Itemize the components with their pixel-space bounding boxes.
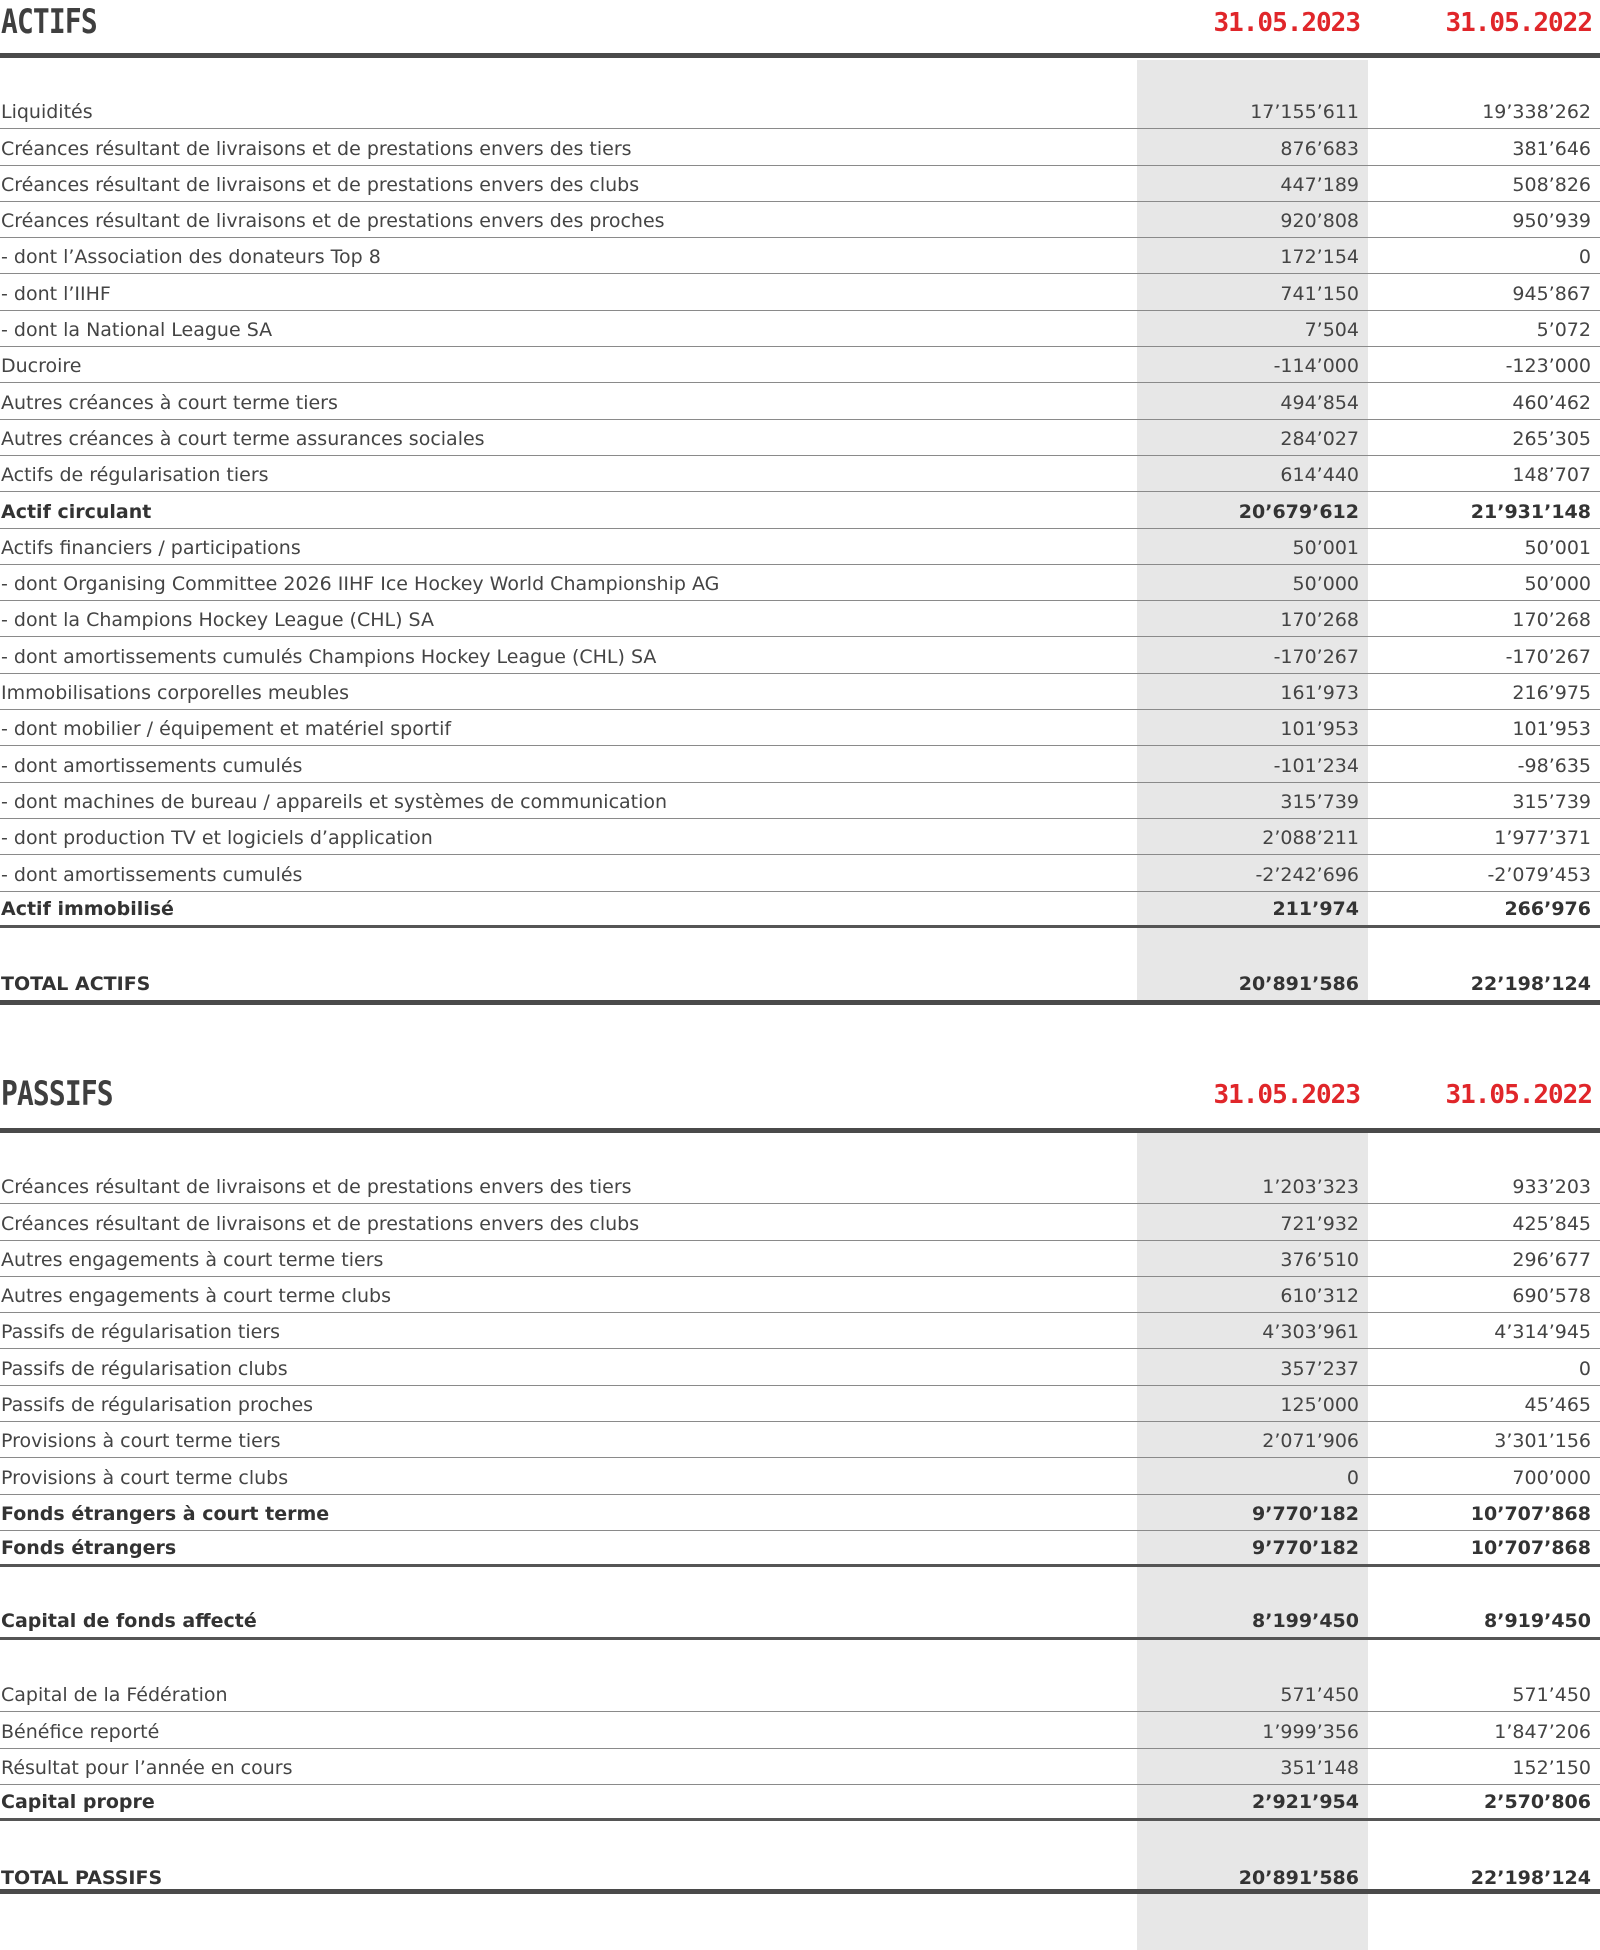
value-2022: 50’001	[1524, 536, 1591, 559]
value-2023: 721’932	[1280, 1212, 1359, 1235]
value-2022: 381’646	[1512, 137, 1591, 160]
passifs-rows	[0, 1168, 1600, 1894]
row-label: Capital de fonds affecté	[1, 1609, 257, 1632]
row-label: - dont amortissements cumulés	[1, 863, 303, 886]
passifs-header-rule	[0, 1128, 1600, 1133]
value-2022: 22’198’124	[1470, 1866, 1591, 1889]
value-2022: 101’953	[1512, 718, 1591, 741]
value-2022: -98’635	[1517, 754, 1591, 777]
spacer-row	[0, 1567, 1600, 1603]
actifs-total-rule	[0, 1000, 1600, 1005]
value-2022: 4’314’945	[1494, 1321, 1591, 1344]
table-row	[0, 129, 1600, 165]
row-label: - dont l’Association des donateurs Top 8	[1, 246, 381, 269]
table-row	[0, 1386, 1600, 1422]
value-2023: 610’312	[1280, 1285, 1359, 1308]
table-row	[0, 1241, 1600, 1277]
table-row	[0, 166, 1600, 202]
subtotal-row	[0, 892, 1600, 928]
value-2022: 50’000	[1524, 573, 1591, 596]
table-row	[0, 1204, 1600, 1240]
subtotal-row	[0, 1785, 1600, 1821]
row-label: - dont machines de bureau / appareils et systèmes de communication	[1, 790, 668, 813]
table-row	[0, 420, 1600, 456]
subtotal-row	[0, 1531, 1600, 1567]
table-row	[0, 456, 1600, 492]
row-label: Bénéfice reporté	[1, 1720, 160, 1743]
row-label: - dont la National League SA	[1, 319, 273, 342]
subtotal-row	[0, 1495, 1600, 1531]
row-label: - dont la Champions Hockey League (CHL) SA	[1, 609, 434, 632]
value-2023: 125’000	[1280, 1394, 1359, 1417]
table-row	[0, 202, 1600, 238]
value-2023: 1’203’323	[1262, 1176, 1359, 1199]
value-2023: -170’267	[1273, 645, 1359, 668]
value-2023: 571’450	[1280, 1684, 1359, 1707]
value-2023: -101’234	[1273, 754, 1359, 777]
value-2022: 1’847’206	[1494, 1720, 1591, 1743]
value-2023: 2’071’906	[1262, 1430, 1359, 1453]
actifs-date-2022: 31.05.2022	[1445, 8, 1592, 38]
value-2022: 690’578	[1512, 1285, 1591, 1308]
value-2023: 876’683	[1280, 137, 1359, 160]
actifs-header	[0, 0, 1600, 48]
row-label: Créances résultant de livraisons et de prestations envers des clubs	[1, 1212, 640, 1235]
table-row	[0, 1313, 1600, 1349]
table-row	[0, 601, 1600, 637]
table-row	[0, 383, 1600, 419]
value-2022: 1’977’371	[1494, 827, 1591, 850]
row-label: Fonds étrangers	[1, 1537, 177, 1560]
value-2022: 45’465	[1524, 1394, 1591, 1417]
value-2022: 170’268	[1512, 609, 1591, 632]
table-row	[0, 855, 1600, 891]
value-2023: 2’088’211	[1262, 827, 1359, 850]
value-2023: 376’510	[1280, 1248, 1359, 1271]
value-2022: 950’939	[1512, 210, 1591, 233]
table-row	[0, 1422, 1600, 1458]
table-row	[0, 746, 1600, 782]
passifs-total-rule	[0, 1889, 1600, 1894]
row-label: Actif immobilisé	[1, 897, 174, 920]
row-label: TOTAL PASSIFS	[1, 1866, 163, 1889]
value-2023: -114’000	[1273, 355, 1359, 378]
value-2023: 614’440	[1280, 464, 1359, 487]
value-2023: 50’001	[1292, 536, 1359, 559]
value-2023: 494’854	[1280, 391, 1359, 414]
row-label: Autres créances à court terme assurances sociales	[1, 427, 485, 450]
value-2022: 315’739	[1512, 790, 1591, 813]
value-2023: 0	[1346, 1466, 1359, 1489]
value-2022: 2’570’806	[1484, 1791, 1591, 1814]
row-label: Provisions à court terme tiers	[1, 1430, 281, 1453]
table-row	[0, 529, 1600, 565]
value-2023: 211’974	[1272, 897, 1359, 920]
row-label: Passifs de régularisation proches	[1, 1394, 314, 1417]
value-2023: 2’921’954	[1252, 1791, 1359, 1814]
row-label: Autres créances à court terme tiers	[1, 391, 338, 414]
table-row	[0, 238, 1600, 274]
value-2022: 148’707	[1512, 464, 1591, 487]
actifs-date-2023: 31.05.2023	[1213, 8, 1360, 38]
table-row	[0, 1349, 1600, 1385]
value-2022: 266’976	[1504, 897, 1591, 920]
value-2022: 22’198’124	[1470, 973, 1591, 996]
table-row	[0, 710, 1600, 746]
row-label: Résultat pour l’année en cours	[1, 1757, 293, 1780]
actifs-header-rule	[0, 53, 1600, 58]
value-2022: 571’450	[1512, 1684, 1591, 1707]
row-label: - dont amortissements cumulés	[1, 754, 303, 777]
value-2022: 508’826	[1512, 173, 1591, 196]
value-2022: -2’079’453	[1487, 863, 1591, 886]
passifs-date-2022: 31.05.2022	[1445, 1080, 1592, 1110]
row-label: Capital propre	[1, 1791, 155, 1814]
table-row	[0, 311, 1600, 347]
row-label: Ducroire	[1, 355, 82, 378]
table-row	[0, 274, 1600, 310]
passifs-section	[0, 1072, 1600, 1897]
value-2022: 19’338’262	[1482, 101, 1591, 124]
row-label: Créances résultant de livraisons et de prestations envers des tiers	[1, 137, 632, 160]
table-row	[0, 565, 1600, 601]
row-label: Actif circulant	[1, 500, 152, 523]
actifs-total-row	[0, 964, 1600, 1000]
value-2023: 447’189	[1280, 173, 1359, 196]
value-2023: 172’154	[1280, 246, 1359, 269]
value-2023: 9’770’182	[1252, 1537, 1359, 1560]
value-2022: 425’845	[1512, 1212, 1591, 1235]
passifs-title: PASSIFS	[1, 1074, 113, 1114]
value-2022: 21’931’148	[1470, 500, 1591, 523]
passifs-header	[0, 1072, 1600, 1120]
value-2023: 20’891’586	[1238, 973, 1359, 996]
value-2022: 3’301’156	[1494, 1430, 1591, 1453]
value-2023: 161’973	[1280, 682, 1359, 705]
value-2023: 1’999’356	[1262, 1720, 1359, 1743]
row-label: Capital de la Fédération	[1, 1684, 228, 1707]
value-2023: 50’000	[1292, 573, 1359, 596]
value-2022: 933’203	[1512, 1176, 1591, 1199]
value-2023: 101’953	[1280, 718, 1359, 741]
row-label: - dont Organising Committee 2026 IIHF Ice Hockey World Championship AG	[1, 573, 720, 596]
actifs-rows	[0, 93, 1600, 1000]
row-label: Liquidités	[1, 101, 93, 124]
value-2023: -2’242’696	[1255, 863, 1359, 886]
value-2023: 284’027	[1280, 427, 1359, 450]
value-2023: 920’808	[1280, 210, 1359, 233]
table-row	[0, 783, 1600, 819]
table-row	[0, 1749, 1600, 1785]
table-row	[0, 1168, 1600, 1204]
value-2023: 20’891’586	[1238, 1866, 1359, 1889]
value-2022: 0	[1578, 1357, 1591, 1380]
value-2023: 741’150	[1280, 282, 1359, 305]
value-2023: 9’770’182	[1252, 1502, 1359, 1525]
table-row	[0, 347, 1600, 383]
value-2023: 315’739	[1280, 790, 1359, 813]
table-row	[0, 637, 1600, 673]
table-row	[0, 819, 1600, 855]
row-label: Passifs de régularisation tiers	[1, 1321, 281, 1344]
value-2022: -170’267	[1505, 645, 1591, 668]
row-label: TOTAL ACTIFS	[1, 973, 151, 996]
value-2022: -123’000	[1505, 355, 1591, 378]
row-label: Créances résultant de livraisons et de prestations envers des tiers	[1, 1176, 632, 1199]
value-2022: 296’677	[1512, 1248, 1591, 1271]
row-label: Actifs financiers / participations	[1, 536, 301, 559]
table-row	[0, 1712, 1600, 1748]
row-label: - dont l’IIHF	[1, 282, 111, 305]
value-2022: 8’919’450	[1484, 1609, 1591, 1632]
value-2022: 10’707’868	[1470, 1502, 1591, 1525]
row-label: Passifs de régularisation clubs	[1, 1357, 288, 1380]
value-2022: 700’000	[1512, 1466, 1591, 1489]
value-2022: 460’462	[1512, 391, 1591, 414]
row-label: - dont amortissements cumulés Champions Hockey League (CHL) SA	[1, 645, 657, 668]
table-row	[0, 1458, 1600, 1494]
row-label: Immobilisations corporelles meubles	[1, 682, 350, 705]
row-label: Autres engagements à court terme clubs	[1, 1285, 392, 1308]
table-row	[0, 1676, 1600, 1712]
value-2023: 170’268	[1280, 609, 1359, 632]
row-label: - dont mobilier / équipement et matériel sportif	[1, 718, 452, 741]
value-2022: 152’150	[1512, 1757, 1591, 1780]
value-2022: 265’305	[1512, 427, 1591, 450]
row-label: Créances résultant de livraisons et de prestations envers des proches	[1, 210, 665, 233]
value-2023: 17’155’611	[1250, 101, 1359, 124]
row-label: - dont production TV et logiciels d’application	[1, 827, 433, 850]
value-2022: 10’707’868	[1470, 1537, 1591, 1560]
value-2023: 351’148	[1280, 1757, 1359, 1780]
table-row	[0, 674, 1600, 710]
row-label: Provisions à court terme clubs	[1, 1466, 289, 1489]
actifs-title: ACTIFS	[1, 2, 97, 42]
row-label: Créances résultant de livraisons et de prestations envers des clubs	[1, 173, 640, 196]
value-2022: 5’072	[1536, 319, 1591, 342]
passifs-date-2023: 31.05.2023	[1213, 1080, 1360, 1110]
value-2022: 0	[1578, 246, 1591, 269]
value-2022: 945’867	[1512, 282, 1591, 305]
spacer-row	[0, 1640, 1600, 1676]
value-2023: 8’199’450	[1252, 1609, 1359, 1632]
value-2022: 216’975	[1512, 682, 1591, 705]
table-row	[0, 93, 1600, 129]
row-label: Autres engagements à court terme tiers	[1, 1248, 384, 1271]
row-label: Actifs de régularisation tiers	[1, 464, 269, 487]
value-2023: 7’504	[1304, 319, 1359, 342]
subtotal-row	[0, 492, 1600, 528]
row-label: Fonds étrangers à court terme	[1, 1502, 330, 1525]
value-2023: 20’679’612	[1238, 500, 1359, 523]
subtotal-row	[0, 1604, 1600, 1640]
value-2023: 4’303’961	[1262, 1321, 1359, 1344]
table-row	[0, 1277, 1600, 1313]
value-2023: 357’237	[1280, 1357, 1359, 1380]
